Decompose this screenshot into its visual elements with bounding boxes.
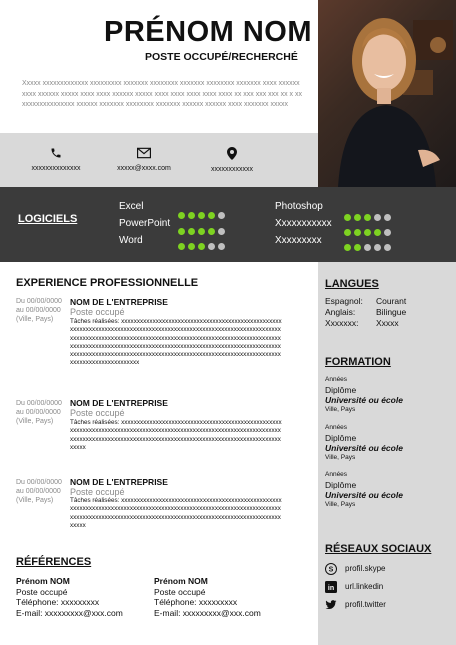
ref-phone: Téléphone: xxxxxxxxx <box>16 597 100 607</box>
intro-paragraph: Xxxxx xxxxxxxxxxxxx xxxxxxxxx xxxxxxx xxxxxxxx xxxxxxx xxxxxxxx xxxxxxx xxxx xxxxxx xxxx xxxxxx xxxxx xxxx xxxx xxxxxx xxxxx xxxx xxxx xxxx xxxx xxxx xx xxx xxx xxx xx x xxxxxxxxxxxxxxxxx xxxxxx xxxxxxx xxxxxxxx xxxxxxx xxxxxx xxxxxx xxxx xxxxxxx xxxxx <box>22 80 303 109</box>
skill-dot-filled <box>198 243 205 250</box>
education-item <box>325 375 403 415</box>
social-label: profil.twitter <box>345 600 386 610</box>
skill-dot-filled <box>344 244 351 251</box>
ref-email: E-mail: xxxxxxxxx@xxx.com <box>16 607 123 618</box>
date-place: (Ville, Pays) <box>16 497 54 504</box>
skill-label: PowerPoint <box>119 218 171 229</box>
social-label: url.linkedin <box>345 582 384 592</box>
contact-email <box>112 147 176 172</box>
skill-dot-filled <box>198 212 205 219</box>
skill-label: Xxxxxxxxxxx <box>275 218 332 229</box>
edu-school: Université ou école <box>325 443 403 453</box>
education-item <box>325 470 403 510</box>
education-item <box>325 423 403 463</box>
role: Poste occupé <box>70 487 125 497</box>
date-end: au 00/00/0000 <box>16 488 61 495</box>
job-title: POSTE OCCUPÉ/RECHERCHÉ <box>145 51 298 63</box>
social-label: profil.skype <box>345 564 386 574</box>
edu-degree: Diplôme <box>325 480 357 490</box>
company-name: NOM DE L'ENTREPRISE <box>70 398 168 408</box>
date-end: au 00/00/0000 <box>16 409 61 416</box>
skill-level-dots <box>178 237 228 255</box>
skill-level-dots <box>344 238 394 256</box>
svg-text:in: in <box>327 585 335 592</box>
skill-dot-filled <box>198 228 205 235</box>
skill-label: Word <box>119 235 143 246</box>
date-start: Du 00/00/0000 <box>16 479 62 486</box>
edu-school: Université ou école <box>325 395 403 405</box>
phone-icon <box>50 147 62 159</box>
skill-label: Xxxxxxxxx <box>275 235 322 246</box>
edu-years: Années <box>325 376 348 383</box>
skill-dot-filled <box>354 214 361 221</box>
edu-place: Ville, Pays <box>325 454 356 461</box>
edu-place: Ville, Pays <box>325 501 356 508</box>
edu-school: Université ou école <box>325 490 403 500</box>
skill-dot-filled <box>188 228 195 235</box>
language-name: Xxxxxxx: <box>325 318 359 328</box>
skill-dot-empty <box>218 212 225 219</box>
software-title: LOGICIELS <box>18 213 78 225</box>
skill-dot-filled <box>208 212 215 219</box>
ref-name: Prénom NOM <box>154 576 208 586</box>
skill-dot-empty <box>384 214 391 221</box>
references-title: RÉFÉRENCES <box>16 556 92 568</box>
skill-dot-filled <box>188 212 195 219</box>
edu-degree: Diplôme <box>325 433 357 443</box>
company-name: NOM DE L'ENTREPRISE <box>70 477 168 487</box>
skill-label: Excel <box>119 201 144 212</box>
experience-title: EXPERIENCE PROFESSIONNELLE <box>16 277 199 289</box>
edu-years: Années <box>325 424 348 431</box>
languages-title: LANGUES <box>325 278 379 290</box>
date-place: (Ville, Pays) <box>16 316 54 323</box>
skill-dot-empty <box>384 244 391 251</box>
skill-dot-filled <box>178 228 185 235</box>
address-value: xxxxxxxxxxxx <box>211 166 253 173</box>
ref-role: Poste occupé <box>16 586 68 597</box>
ref-phone: Téléphone: xxxxxxxxx <box>154 597 238 607</box>
tasks: Tâches réalisées: xxxxxxxxxxxxxxxxxxxxxxxxxxxxxxxxxxxxxxxxxxxxxxxxxxxxxxxxxxxxxxxxxxxxxxxxxxxxxxxxxxxxxxxxxxxxxxxxxxxxxxxxxxxxxxxxxxxxxxxxxxxxxxxxxxxxxxxxxxxxxxxxxxxxxxxxxxxxxxxxxxxxxxxxxxxxxxxxxxxxxxxxxxxxxx <box>70 497 282 529</box>
skill-dot-empty <box>374 214 381 221</box>
skill-label: Photoshop <box>275 201 323 212</box>
candidate-name: PRÉNOM NOM <box>104 16 312 48</box>
company-name: NOM DE L'ENTREPRISE <box>70 297 168 307</box>
skill-dot-empty <box>218 228 225 235</box>
skill-dot-filled <box>188 243 195 250</box>
language-name: Anglais: <box>325 307 356 317</box>
skill-dot-filled <box>364 229 371 236</box>
date-start: Du 00/00/0000 <box>16 400 62 407</box>
email-value: xxxxx@xxxx.com <box>117 165 171 172</box>
ref-name: Prénom NOM <box>16 576 70 586</box>
experience-date <box>16 297 62 324</box>
contact-phone <box>26 147 86 172</box>
linkedin-icon <box>325 581 337 593</box>
experience-date <box>16 478 62 505</box>
role: Poste occupé <box>70 408 125 418</box>
social-item-linkedin[interactable] <box>325 581 383 593</box>
ref-email: E-mail: xxxxxxxxx@xxx.com <box>154 607 261 618</box>
mail-icon <box>137 147 151 159</box>
skill-dot-filled <box>354 244 361 251</box>
edu-degree: Diplôme <box>325 385 357 395</box>
reference-item <box>16 576 123 618</box>
language-level: Xxxxx <box>376 318 399 328</box>
skill-dot-filled <box>354 229 361 236</box>
skill-dot-empty <box>208 243 215 250</box>
reference-item <box>154 576 261 618</box>
skill-dot-filled <box>344 214 351 221</box>
ref-role: Poste occupé <box>154 586 206 597</box>
date-end: au 00/00/0000 <box>16 307 61 314</box>
skype-icon <box>325 563 337 575</box>
skill-dot-filled <box>178 243 185 250</box>
location-pin-icon <box>227 147 237 160</box>
date-start: Du 00/00/0000 <box>16 298 62 305</box>
skill-dot-filled <box>178 212 185 219</box>
edu-years: Années <box>325 471 348 478</box>
language-name: Espagnol: <box>325 296 363 306</box>
education-title: FORMATION <box>325 356 391 368</box>
skill-dot-filled <box>344 229 351 236</box>
language-level: Bilingue <box>376 307 407 317</box>
twitter-icon <box>325 599 337 611</box>
contact-band <box>0 133 318 187</box>
skill-dot-filled <box>374 229 381 236</box>
skill-dot-empty <box>218 243 225 250</box>
experience-date <box>16 399 62 426</box>
tasks: Tâches réalisées: xxxxxxxxxxxxxxxxxxxxxxxxxxxxxxxxxxxxxxxxxxxxxxxxxxxxxxxxxxxxxxxxxxxxxxxxxxxxxxxxxxxxxxxxxxxxxxxxxxxxxxxxxxxxxxxxxxxxxxxxxxxxxxxxxxxxxxxxxxxxxxxxxxxxxxxxxxxxxxxxxxxxxxxxxxxxxxxxxxxxxxxxxxxxxx <box>70 419 282 451</box>
svg-text:S: S <box>328 566 334 574</box>
skill-dot-empty <box>364 244 371 251</box>
skill-dot-filled <box>208 228 215 235</box>
skill-dot-empty <box>374 244 381 251</box>
date-place: (Ville, Pays) <box>16 418 54 425</box>
social-title: RÉSEAUX SOCIAUX <box>325 543 432 555</box>
phone-value: xxxxxxxxxxxxxx <box>31 165 81 172</box>
social-item-skype[interactable] <box>325 563 385 575</box>
profile-photo <box>318 0 456 187</box>
language-level: Courant <box>376 296 407 306</box>
contact-address <box>204 147 260 173</box>
skill-dot-empty <box>384 229 391 236</box>
role: Poste occupé <box>70 307 125 317</box>
tasks: Tâches réalisées: xxxxxxxxxxxxxxxxxxxxxxxxxxxxxxxxxxxxxxxxxxxxxxxxxxxxxxxxxxxxxxxxxxxxxxxxxxxxxxxxxxxxxxxxxxxxxxxxxxxxxxxxxxxxxxxxxxxxxxxxxxxxxxxxxxxxxxxxxxxxxxxxxxxxxxxxxxxxxxxxxxxxxxxxxxxxxxxxxxxxxxxxxxxxxxxxxxxxxxxxxxxxxxxxxxxxxxxxxxxxxxxxxxxxxxxxxxxxxxxxxxxxxxxxxxxxxxxxxxxxxxxxxxxxxxxxxxxxxxxxxxxxxxxxxxxxxxxxxxxxxxxxxxxxxxxxxxxxxxxxxxxxxxxxxxxxxxxxxxxxx <box>70 318 282 367</box>
social-item-twitter[interactable] <box>325 599 386 611</box>
skill-dot-filled <box>364 214 371 221</box>
edu-place: Ville, Pays <box>325 406 356 413</box>
